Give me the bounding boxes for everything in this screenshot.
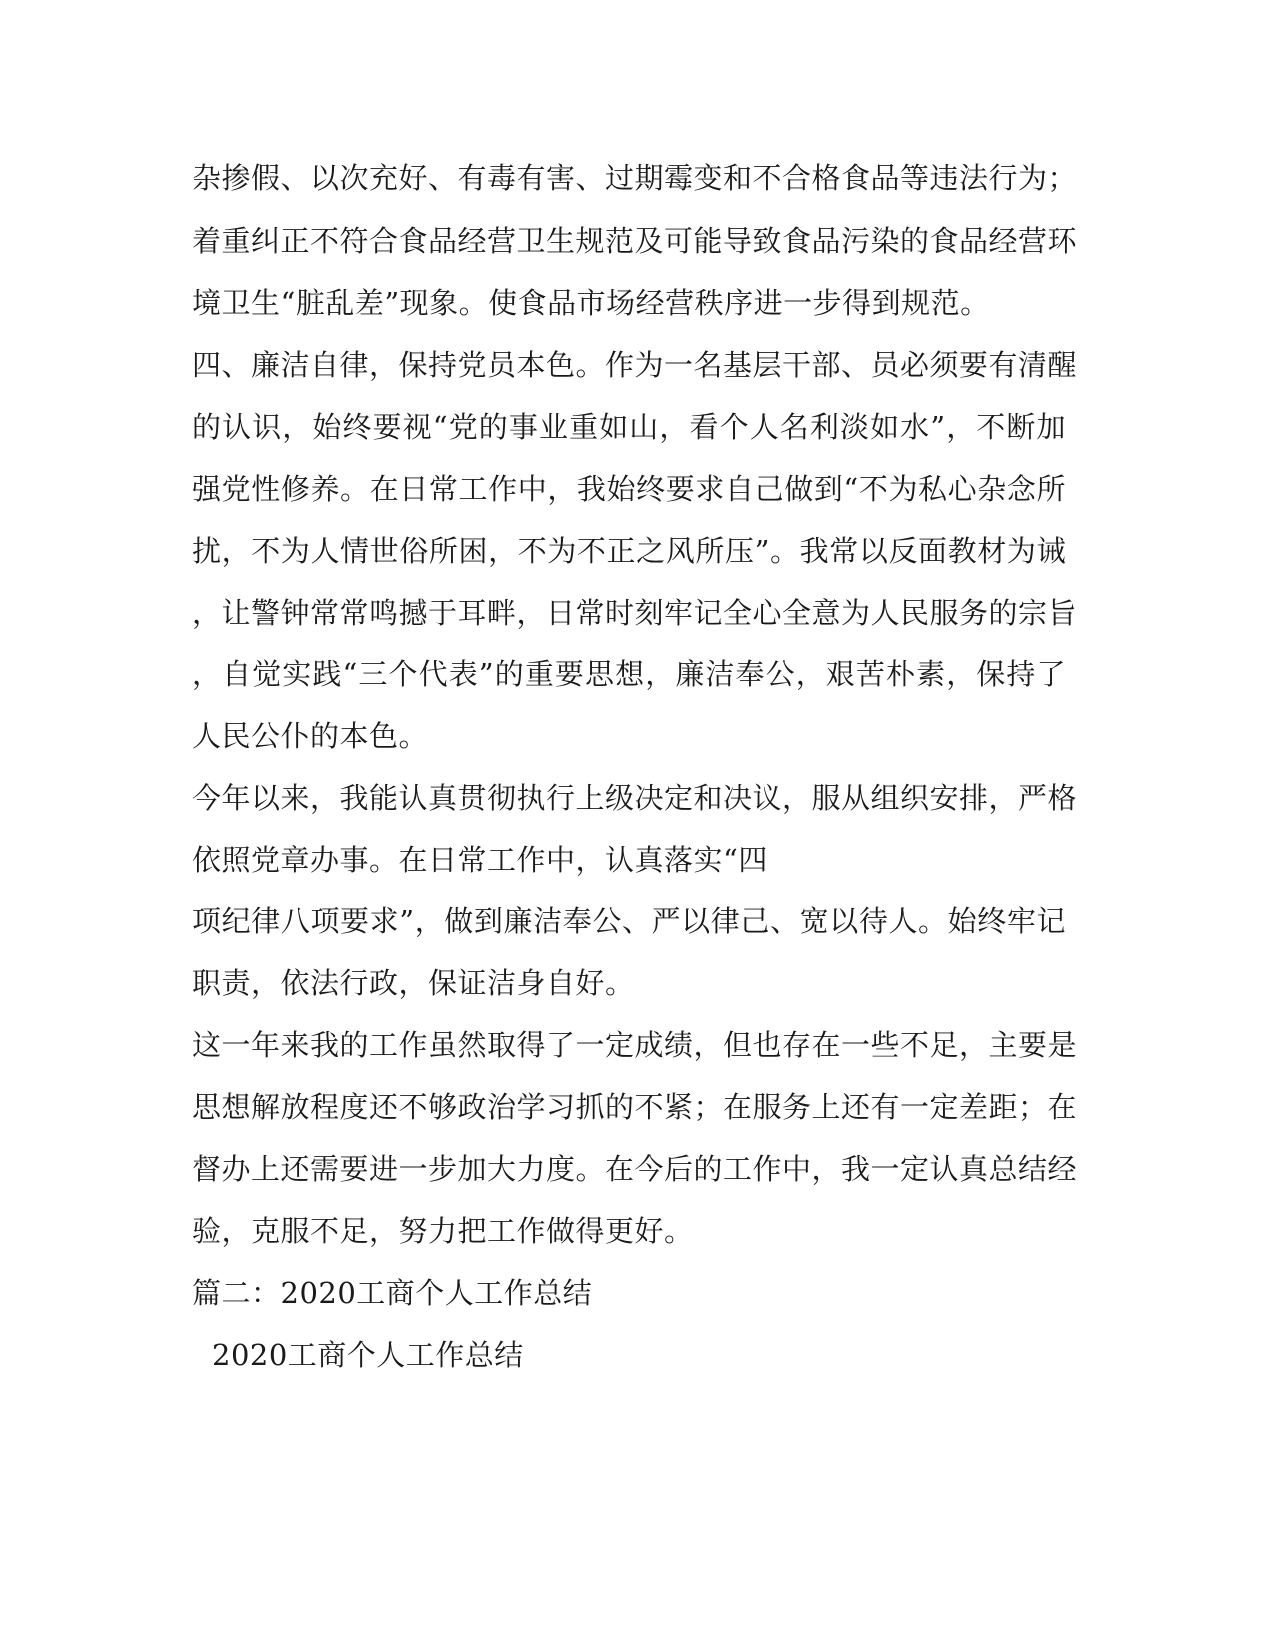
document-title: 2020工商个人工作总结 <box>212 1338 524 1372</box>
text-line-7: 扰，不为人情世俗所困，不为不正之风所压”。我常以反面教材为诫 <box>192 534 1066 568</box>
text-line-12: 依照党章办事。在日常工作中，认真落实“四 <box>192 843 768 877</box>
text-line-15: 这一年来我的工作虽然取得了一定成绩，但也存在一些不足，主要是 <box>192 1028 1078 1062</box>
text-line-16: 思想解放程度还不够政治学习抓的不紧；在服务上还有一定差距；在 <box>192 1090 1078 1124</box>
text-line-3: 境卫生“脏乱差”现象。使食品市场经营秩序进一步得到规范。 <box>192 286 990 320</box>
text-line-10: 人民公仆的本色。 <box>192 719 429 753</box>
text-line-9: ，自觉实践“三个代表”的重要思想，廉洁奉公，艰苦朴素，保持了 <box>192 657 1066 691</box>
chapter-heading: 篇二：2020工商个人工作总结 <box>192 1276 593 1310</box>
text-line-13: 项纪律八项要求”，做到廉洁奉公、严以律己、宽以待人。始终牢记 <box>192 904 1066 938</box>
text-line-5: 的认识，始终要视“党的事业重如山，看个人名利淡如水”，不断加 <box>192 410 1066 444</box>
text-line-2: 着重纠正不符合食品经营卫生规范及可能导致食品污染的食品经营环 <box>192 224 1078 258</box>
text-line-8: ，让警钟常常鸣撼于耳畔，日常时刻牢记全心全意为人民服务的宗旨 <box>192 596 1078 630</box>
section-heading-four: 四、廉洁自律，保持党员本色。作为一名基层干部、员必须要有清醒 <box>192 348 1078 382</box>
text-line-17: 督办上还需要进一步加大力度。在今后的工作中，我一定认真总结经 <box>192 1152 1078 1186</box>
text-line-11: 今年以来，我能认真贯彻执行上级决定和决议，服从组织安排，严格 <box>192 781 1078 815</box>
text-line-18: 验，克服不足，努力把工作做得更好。 <box>192 1214 694 1248</box>
text-line-1: 杂掺假、以次充好、有毒有害、过期霉变和不合格食品等违法行为； <box>192 161 1078 195</box>
text-line-6: 强党性修养。在日常工作中，我始终要求自己做到“不为私心杂念所 <box>192 472 1066 506</box>
text-line-14: 职责，依法行政，保证洁身自好。 <box>192 966 635 1000</box>
